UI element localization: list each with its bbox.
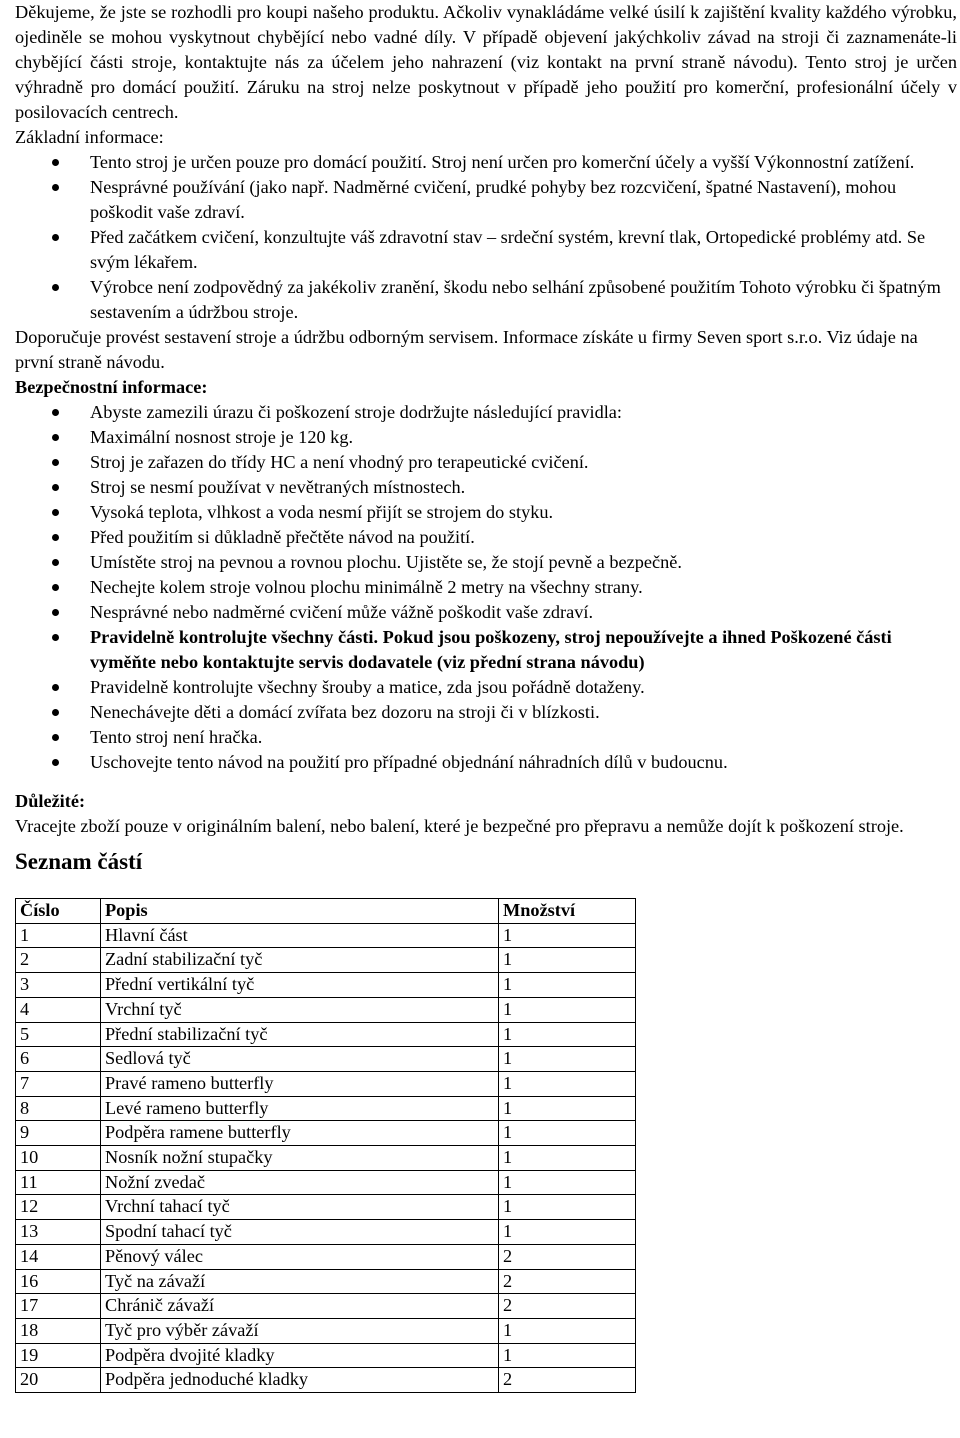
bullet-icon [52,184,59,191]
table-row: 8 Levé rameno butterfly 1 [16,1096,636,1121]
bullet-icon [52,559,59,566]
list-item: Pravidelně kontrolujte všechny šrouby a matice, zda jsou pořádně dotaženy. [15,675,957,700]
list-item: Tento stroj není hračka. [15,725,957,750]
list-item: Nechejte kolem stroje volnou plochu minimálně 2 metry na všechny strany. [15,575,957,600]
list-item: Před začátkem cvičení, konzultujte váš zdravotní stav – srdeční systém, krevní tlak, Ortopedické problémy atd. Se svým lékařem. [15,225,957,275]
list-item: Abyste zamezili úrazu či poškození stroje dodržujte následující pravidla: [15,400,957,425]
list-item: Nesprávné používání (jako např. Nadměrné cvičení, prudké pohyby bez rozcvičení, špatné Nastavení), mohou poškodit vaše zdraví. [15,175,957,225]
parts-list-title: Seznam částí [15,849,143,874]
bullet-icon [52,459,59,466]
list-item: Tento stroj je určen pouze pro domácí použití. Stroj není určen pro komerční účely a vyšší Výkonnostní zatížení. [15,150,957,175]
parts-table [15,898,636,1393]
bullet-icon [52,634,59,641]
safety-info-list [15,400,957,775]
table-row: 20 Podpěra jednoduché kladky 2 [16,1368,636,1393]
table-row: 9 Podpěra ramene butterfly 1 [16,1121,636,1146]
bullet-icon [52,284,59,291]
bullet-icon [52,734,59,741]
bullet-icon [52,159,59,166]
list-item: Nesprávné nebo nadměrné cvičení může vážně poškodit vaše zdraví. [15,600,957,625]
list-item: Stroj je zařazen do třídy HC a není vhodný pro terapeutické cvičení. [15,450,957,475]
table-row: 6 Sedlová tyč 1 [16,1047,636,1072]
table-row: 1 Hlavní část 1 [16,923,636,948]
table-row: 12 Vrchní tahací tyč 1 [16,1195,636,1220]
bullet-icon [52,234,59,241]
basic-info-heading: Základní informace: [15,127,164,147]
safety-info-heading: Bezpečnostní informace: [15,377,208,397]
document-page [15,0,957,1393]
column-header-description: Popis [101,899,499,924]
bullet-icon [52,709,59,716]
important-text: Vracejte zboží pouze v originálním balení, nebo balení, které je bezpečné pro přepravu a nemůže dojít k poškození stroje. [15,816,904,836]
bullet-icon [52,759,59,766]
table-row: 18 Tyč pro výběr závaží 1 [16,1318,636,1343]
table-row: 11 Nožní zvedač 1 [16,1170,636,1195]
list-item: Před použitím si důkladně přečtěte návod na použití. [15,525,957,550]
table-row: 14 Pěnový válec 2 [16,1244,636,1269]
column-header-number: Číslo [16,899,101,924]
table-row: 4 Vrchní tyč 1 [16,997,636,1022]
list-item: Nenechávejte děti a domácí zvířata bez dozoru na stroji či v blízkosti. [15,700,957,725]
bullet-icon [52,534,59,541]
bullet-icon [52,409,59,416]
list-item-emphasis: Pravidelně kontrolujte všechny části. Pokud jsou poškozeny, stroj nepoužívejte a ihned Poškozené části vyměňte nebo kontaktujte servis dodavatele (viz přední strana návodu) [15,625,957,675]
bullet-icon [52,684,59,691]
bullet-icon [52,609,59,616]
table-row: 5 Přední stabilizační tyč 1 [16,1022,636,1047]
table-row: 19 Podpěra dvojité kladky 1 [16,1343,636,1368]
list-item: Vysoká teplota, vlhkost a voda nesmí přijít se strojem do styku. [15,500,957,525]
basic-info-list [15,150,957,325]
list-item: Maximální nosnost stroje je 120 kg. [15,425,957,450]
table-row: 7 Pravé rameno butterfly 1 [16,1071,636,1096]
column-header-quantity: Množství [499,899,636,924]
list-item: Umístěte stroj na pevnou a rovnou plochu. Ujistěte se, že stojí pevně a bezpečně. [15,550,957,575]
bullet-icon [52,584,59,591]
bullet-icon [52,434,59,441]
intro-paragraph: Děkujeme, že jste se rozhodli pro koupi našeho produktu. Ačkoliv vynakládáme velké úsilí k zajištění kvality každého výrobku, ojediněle se mohou vyskytnout chybějící nebo vadné díly. V případě objevení jakýchkoliv závad na stroji či zaznamenáte-li chybějící části stroje, kontaktujte nás za účelem jeho nahrazení (viz kontakt na první straně návodu). Tento stroj je určen výhradně pro domácí použití. Záruku na stroj nelze poskytnout v případě jeho použití pro komerční, profesionální účely v posilovacích centrech. [15,2,957,122]
table-row: 17 Chránič závaží 2 [16,1294,636,1319]
table-row: 3 Přední vertikální tyč 1 [16,973,636,998]
table-row: 16 Tyč na závaží 2 [16,1269,636,1294]
list-item: Výrobce není zodpovědný za jakékoliv zranění, škodu nebo selhání způsobené použitím Tohoto výrobku či špatným sestavením a údržbou stroje. [15,275,957,325]
list-item: Uschovejte tento návod na použití pro případné objednání náhradních dílů v budoucnu. [15,750,957,775]
table-row: 10 Nosník nožní stupačky 1 [16,1146,636,1171]
service-recommendation: Doporučuje provést sestavení stroje a údržbu odborným servisem. Informace získáte u firmy Seven sport s.r.o. Viz údaje na první straně návodu. [15,327,918,372]
table-row: 2 Zadní stabilizační tyč 1 [16,948,636,973]
table-row: 13 Spodní tahací tyč 1 [16,1220,636,1245]
important-heading: Důležité: [15,791,86,811]
bullet-icon [52,484,59,491]
table-header-row [16,899,636,924]
list-item: Stroj se nesmí používat v nevětraných místnostech. [15,475,957,500]
bullet-icon [52,509,59,516]
